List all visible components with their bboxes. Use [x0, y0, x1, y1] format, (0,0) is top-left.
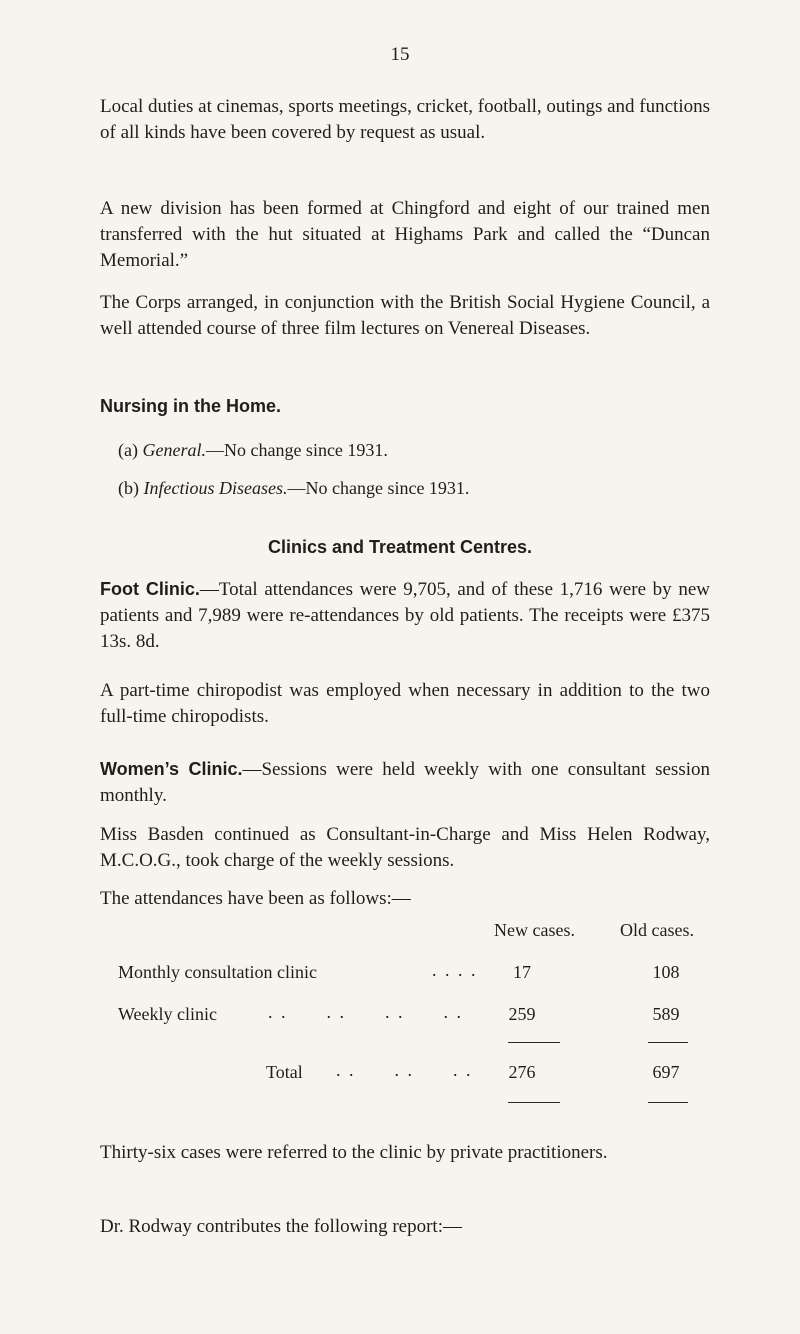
paragraph-chiropodist: A part-time chiropodist was employed when necessary in addition to the two full-time chiropodists. [100, 680, 710, 727]
cell-new-weekly: 259 [508, 1004, 536, 1024]
inline-heading-womens-clinic: Women’s Clinic. [100, 759, 243, 779]
cell-old-monthly: 108 [652, 962, 680, 982]
leader-dots: . . . . [432, 960, 478, 980]
leader-dots: . . . . . . . . [268, 1002, 463, 1022]
paragraph-attendance-intro: The attendances have been as follows:— [100, 888, 411, 909]
page-number: 15 [390, 44, 410, 65]
heading-nursing-in-the-home: Nursing in the Home. [100, 396, 282, 416]
paragraph-basden-rodway: Miss Basden continued as Consultant-in-Charge and Miss Helen Rodway, M.C.O.G., took charge of the weekly sessions. [100, 824, 710, 871]
cell-new-monthly: 17 [513, 962, 531, 982]
inline-heading-foot-clinic: Foot Clinic. [100, 579, 200, 599]
row-label-monthly-consultation-clinic: Monthly consultation clinic [118, 962, 317, 982]
nursing-item-infectious-diseases [118, 478, 469, 499]
item-marker-a: (a) [118, 440, 138, 460]
item-text-general: —No change since 1931. [205, 440, 388, 460]
nursing-item-general [118, 440, 388, 461]
column-header-new-cases: New cases. [494, 920, 575, 940]
cell-old-total: 697 [652, 1062, 680, 1082]
paragraph-local-duties: Local duties at cinemas, sports meetings, cricket, football, outings and functions of all kinds have been covered by request as usual. [100, 96, 710, 143]
cell-new-total: 276 [508, 1062, 536, 1082]
paragraph-rodway-report-intro: Dr. Rodway contributes the following report:— [100, 1216, 462, 1237]
paragraph-new-division: A new division has been formed at Chingford and eight of our trained men transferred with the hut situated at Highams Park and called the “Duncan Memorial.” [100, 198, 710, 271]
row-label-weekly-clinic: Weekly clinic [118, 1004, 218, 1024]
paragraph-corps-lectures: The Corps arranged, in conjunction with the British Social Hygiene Council, a well attended course of three film lectures on Venereal Diseases. [100, 292, 710, 339]
rule-below-total-new [508, 1102, 560, 1103]
rule-below-total-old [648, 1102, 688, 1103]
row-label-total: Total [266, 1062, 303, 1082]
leader-dots: . . . . . . [336, 1060, 473, 1080]
item-text-infectious-diseases: —No change since 1931. [287, 478, 470, 498]
paragraph-womens-clinic [100, 756, 710, 809]
column-header-old-cases: Old cases. [620, 920, 694, 940]
item-marker-b: (b) [118, 478, 139, 498]
paragraph-foot-clinic [100, 576, 710, 655]
cell-old-weekly: 589 [652, 1004, 680, 1024]
item-title-general: General. [142, 440, 206, 460]
item-title-infectious-diseases: Infectious Diseases. [143, 478, 288, 498]
rule-above-total-new [508, 1042, 560, 1043]
paragraph-private-practitioners: Thirty-six cases were referred to the clinic by private practitioners. [100, 1142, 608, 1163]
rule-above-total-old [648, 1042, 688, 1043]
foot-clinic-text: —Total attendances were 9,705, and of these 1,716 were by new patients and 7,989 were re-attendances by old patients. The receipts were £375 13s. 8d. [100, 579, 710, 652]
womens-clinic-text: —Sessions were held weekly with one consultant session monthly. [100, 759, 710, 806]
heading-clinics-and-treatment-centres: Clinics and Treatment Centres. [267, 537, 533, 557]
